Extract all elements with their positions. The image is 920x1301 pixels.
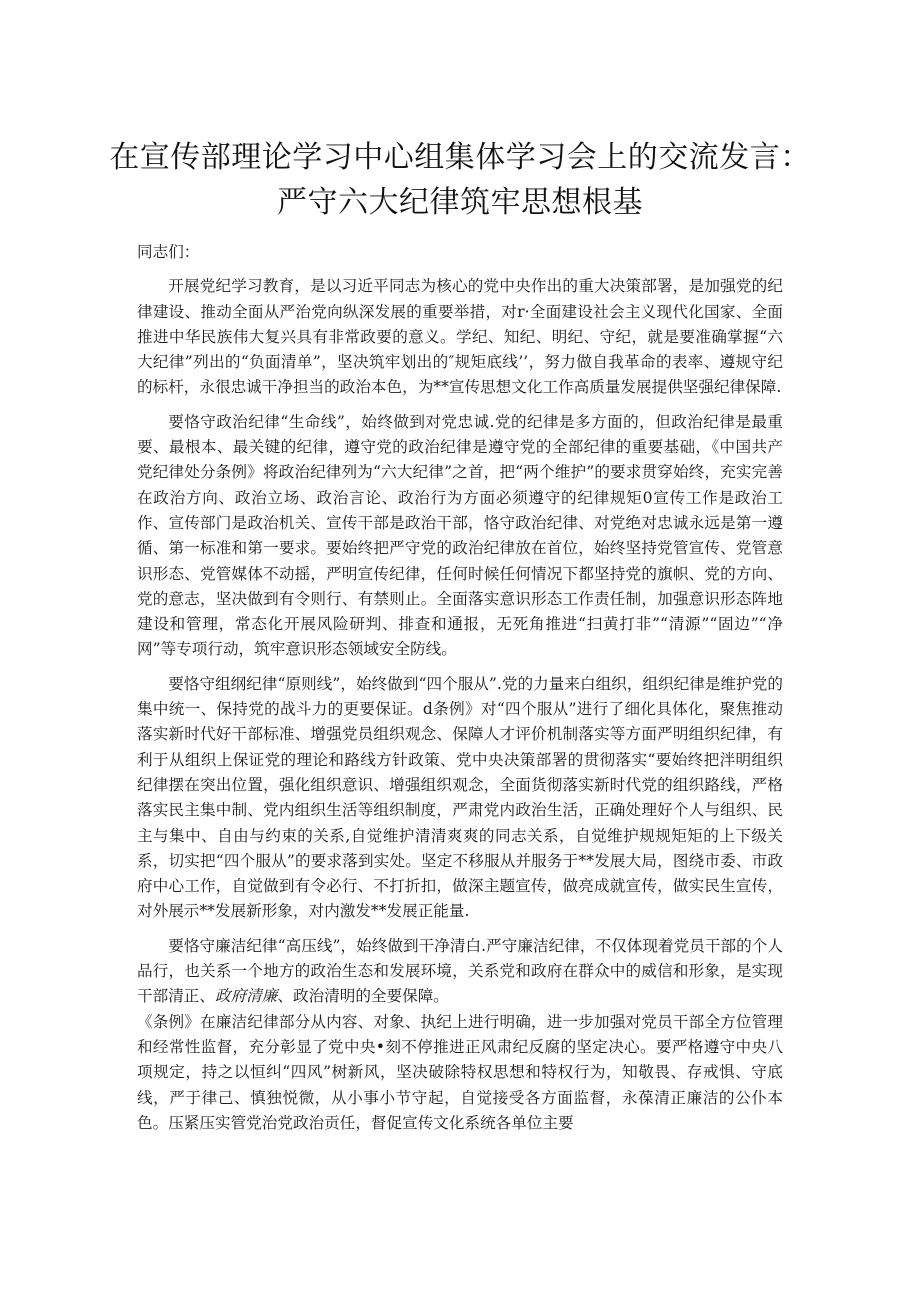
document-title-line1: 在宣传部理论学习中心组集体学习会上的交流发言：: [109, 140, 811, 175]
document-title-line2: 严守六大纪律筑牢思想根基: [277, 185, 643, 220]
paragraph-political-discipline: 要恪守政治纪律“生命线”，始终做到对党忠诚.党的纪律是多方面的，但政治纪律是最重要、最根本、最关键的纪律，遵守党的政治纪律是遵守党的全部纪律的重要基础，《中国共产党纪律处分条例》将政治纪律列为“六大纪律”之首，把“两个维护”的要求贯穿始终，充实完善在政治方向、政治立场、政治言论、政治行为方面必须遵守的纪律规矩0宣传工作是政治工作、宣传部门是政治机关、宣传干部是政治干部，恪守政治纪律、对党绝对忠诚永远是第一遵循、第一标准和第一要求。要始终把严守党的政治纪律放在首位，始终坚持党管宣传、党管意识形态、党管媒体不动摇，严明宣传纪律，任何时候任何情况下都坚持党的旗帜、党的方向、党的意志，坚决做到有令则行、有禁则止。全面落实意识形态工作责任制，加强意识形态阵地建设和管理，常态化开展风险研判、排查和通报，无死角推进“扫黄打非”“清源”“固边”“净网”等专项行动，筑牢意识形态领域安全防线。: [137, 412, 783, 659]
paragraph-integrity-text: 要恪守廉洁纪律“高压线”，始终做到干净清白.严守廉洁纪律，不仅体现着党员干部的个人品行，也关系一个地方的政治生态和发展环境，关系党和政府在群众中的威信和形象，是实现干部清正、: [137, 936, 783, 1006]
paragraph-intro: 开展党纪学习教育，是以习近平同志为核心的党中央作出的重大决策部署，是加强党的纪律建设、推动全面从严治党向纵深发展的重要举措，对r·全面建设社会主义现代化国家、全面推进中华民族伟大复兴具有非常政要的意义。学纪、知纪、明纪、守纪，就是要准确掌握“六大纪律”列出的“负面清单”，坚决筑牢划出的″规矩底线’’，努力做自我革命的表率、遵规守纪的标杆，永很忠诚干净担当的政治本色，为**宣传思想文化工作高质量发展提供坚强纪律保障.: [137, 277, 783, 397]
paragraph-organizational-discipline: 要恪守组纲纪律“原则线”，始终做到“四个服从”.党的力量来白组织，组织纪律是维护党的集中统一、保持党的战斗力的更要保证。d条例》对“四个服从”进行了细化具体化，聚焦推动落实新时代好干部标准、增强党员组织观念、保障人才评价机制落实等方面严明组织纪律，有利于从组织上保证党的理论和路线方针政策、党中央决策部署的贯彻落实“要始终把泮明组织纪律摆在突出位置，强化组织意识、增强组织观念，全面货彻落实新时代党的组织路线，严格落实民主集中制、党内组织生活等组织制度，严肃党内政治生活，正确处理好个人与组织、民主与集中、自由与约束的关系,自觉维护清清爽爽的同志关系，自觉维护规规矩矩的上下级关系，切实把“四个服从”的要求落到实处。坚定不移服从并服务于**发展大局，图绕市委、市政府中心工作，自觉做到有令必行、不打折扣，做深主题宣传，做亮成就宣传，做实民生宣传，对外展示**发展新形象，对内激发**发展正能量.: [137, 674, 783, 921]
paragraph-integrity-discipline: [137, 934, 783, 1010]
paragraph-integrity-tail: 、政治清明的全要保障。: [277, 987, 449, 1006]
paragraph-regulations: 《条例》在廉洁纪律部分从内容、对象、执纪上进行明确，进一步加强对党员干部全方位管理和经常性监督，充分彰显了党中央•刻不停推进正风肃纪反腐的坚定决心。要严格遵守中央八项规定，持之以恒纠“四风”树新风，坚决破除特权思想和特权行为，知敬畏、存戒惧、守底线，严于律己、慎独悦微，从小事小节守起，自觉接受各方面监督，永葆清正廉洁的公仆本色。压紧压实管党治党政治贡任，督促宣传文化系统各单位主要: [137, 1012, 783, 1132]
document-body: [137, 240, 783, 1136]
salutation: 同志们：: [137, 243, 200, 261]
paragraph-integrity-italic: 政府清廉: [214, 987, 278, 1006]
